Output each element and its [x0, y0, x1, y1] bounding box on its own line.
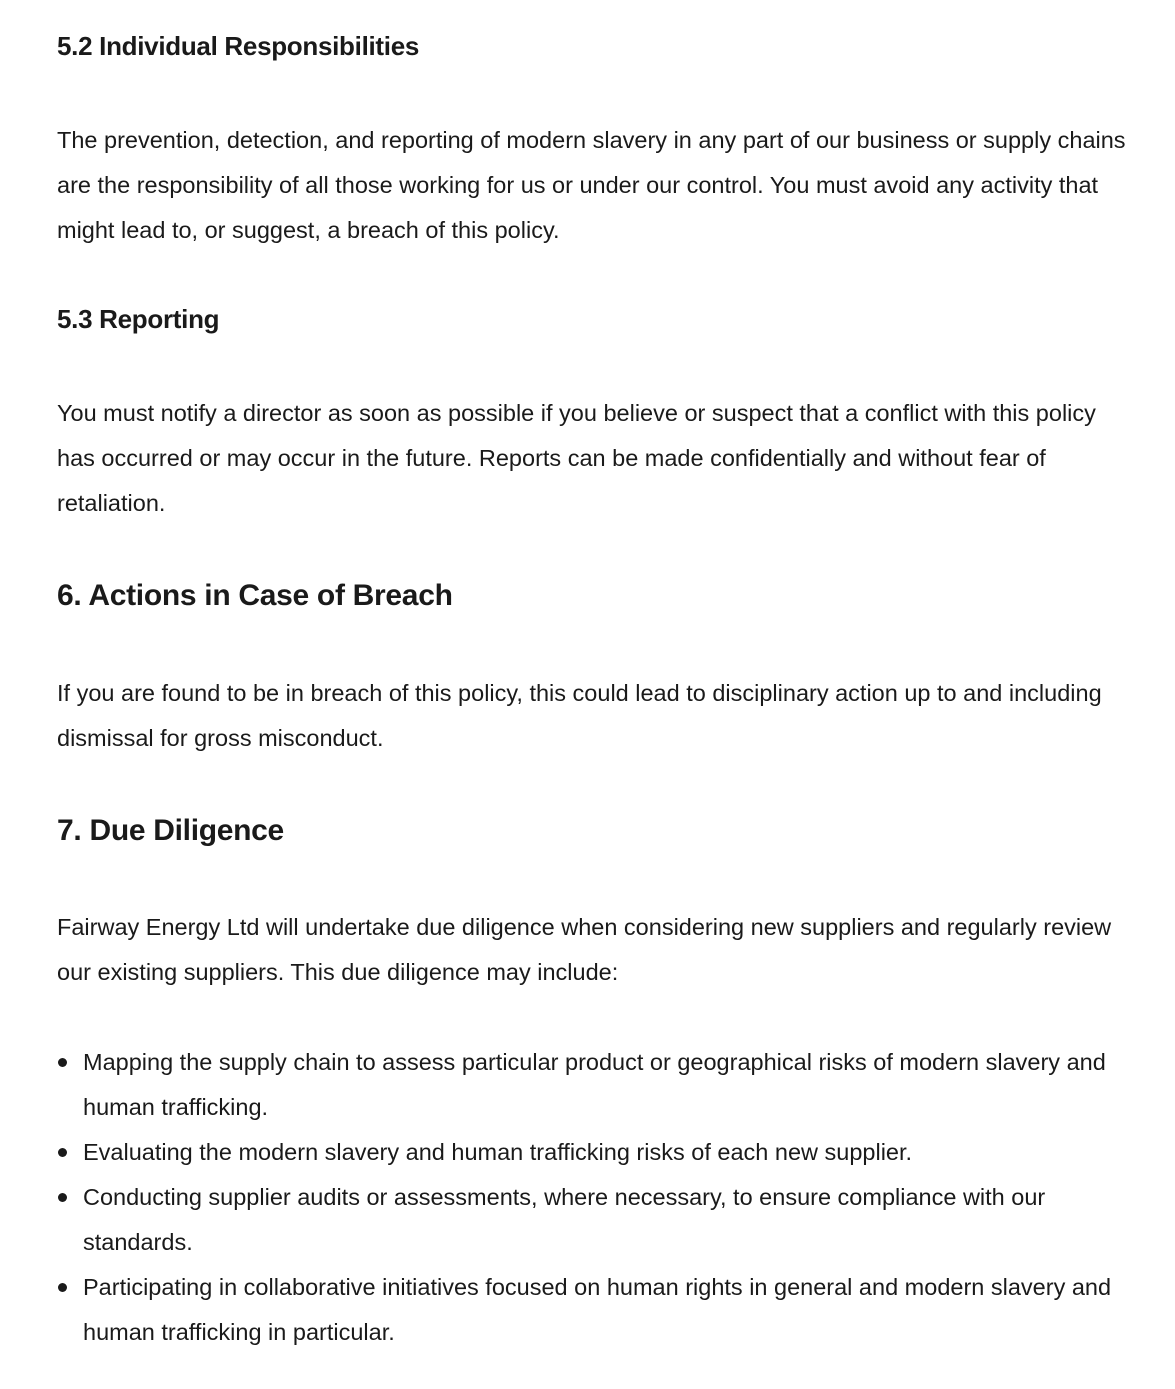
due-diligence-list [57, 1040, 1132, 1355]
heading-reporting: 5.3 Reporting [57, 304, 220, 334]
list-item [57, 1040, 1132, 1130]
paragraph-reporting: You must notify a director as soon as possible if you believe or suspect that a conflict with this policy has occurred or may occur in the future. Reports can be made confidentially and without fear of retaliation. [57, 400, 1096, 516]
bullet-icon [58, 1283, 67, 1292]
list-item-text: Conducting supplier audits or assessments, where necessary, to ensure compliance with our standards. [83, 1184, 1046, 1255]
list-item-text: Mapping the supply chain to assess particular product or geographical risks of modern slavery and human trafficking. [83, 1049, 1106, 1120]
paragraph-actions-in-case-of-breach: If you are found to be in breach of this policy, this could lead to disciplinary action up to and including dismissal for gross misconduct. [57, 680, 1102, 751]
list-item [57, 1265, 1132, 1355]
list-item-text: Participating in collaborative initiatives focused on human rights in general and modern slavery and human trafficking in particular. [83, 1274, 1112, 1345]
paragraph-individual-responsibilities: The prevention, detection, and reporting of modern slavery in any part of our business or supply chains are the responsibility of all those working for us or under our control. You must avoid any activity that might lead to, or suggest, a breach of this policy. [57, 127, 1126, 243]
list-item [57, 1130, 1132, 1175]
heading-due-diligence: 7. Due Diligence [57, 814, 284, 847]
bullet-icon [58, 1148, 67, 1157]
heading-individual-responsibilities: 5.2 Individual Responsibilities [57, 31, 420, 61]
bullet-icon [58, 1193, 67, 1202]
bullet-icon [58, 1058, 67, 1067]
list-item-text: Evaluating the modern slavery and human trafficking risks of each new supplier. [83, 1139, 913, 1165]
list-item [57, 1175, 1132, 1265]
paragraph-due-diligence: Fairway Energy Ltd will undertake due diligence when considering new suppliers and regularly review our existing suppliers. This due diligence may include: [57, 914, 1112, 985]
heading-actions-in-case-of-breach: 6. Actions in Case of Breach [57, 579, 453, 612]
